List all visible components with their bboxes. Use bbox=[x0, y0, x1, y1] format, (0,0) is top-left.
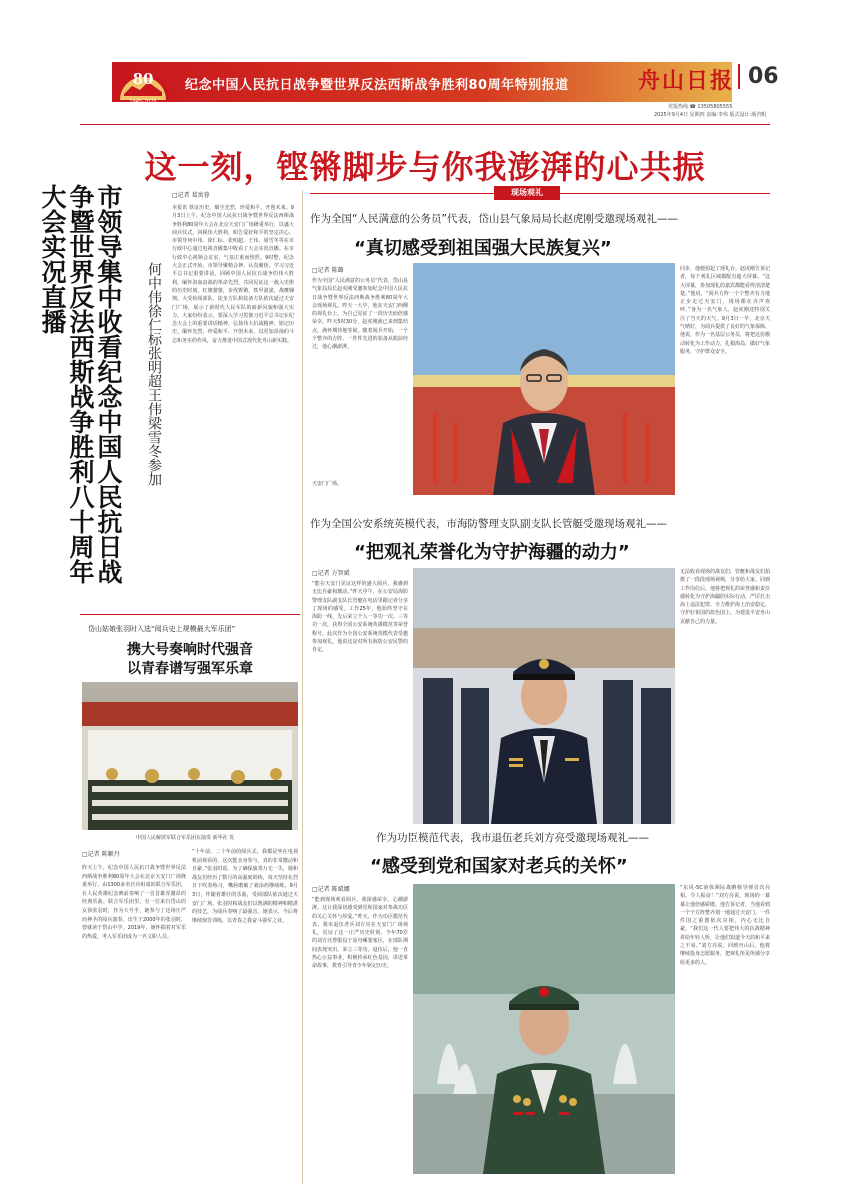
story-2-body-right: 无法收看现场的战友们，管艇和战友们拍摄了一段段现场视频，分享给大家。回到工作岗位后，他将把观礼的荣誉感和责任感转化为守护海疆的实际行动，严厉打击海上违法犯罪，全力维护海上治安稳定，守护好祖国的蓝色国土，为建设平安舟山贡献自己的力量。 bbox=[680, 569, 771, 625]
story-3-title: “感受到党和国家对老兵的关怀” bbox=[370, 856, 628, 877]
story-1-body-end: 天安门广场。 bbox=[312, 481, 343, 487]
lead-story-subtitle: 何中伟徐仁标张明超王伟梁雪冬参加 bbox=[146, 262, 162, 486]
veteran-portrait-photo bbox=[413, 884, 675, 1174]
story-1-reporter: □记者 陈璐 bbox=[312, 267, 344, 274]
story-1-title: “真切感受到祖国强大民族复兴” bbox=[354, 238, 612, 259]
official-portrait-photo bbox=[413, 263, 675, 495]
story-2-body-left: “能在天安门见证这样的盛大阅兵，我感到无比自豪和激动。”昨天中午，在公安局海防警理支队副支队长管艇在电话里跟记者分享了现场的感受。工作25年，他始终坚守在海防一线，先后荣立个人一等功一次、三等功一次，获得全国公安系统英雄模范等荣誉称号。此次作为全国公安系统英模代表受邀参加观礼，他说这是对所有海防公安民警的肯定。 bbox=[312, 581, 408, 654]
header-rule bbox=[80, 124, 770, 125]
story-2-reporter: □记者 方智斌 bbox=[312, 570, 350, 577]
left-divider bbox=[80, 614, 300, 615]
band-story-body-col-1: 昨天上午，纪念中国人民抗日战争暨世界反法西斯战争胜利80周年大会在北京天安门广场隆重举行。由1300多名官兵组成的联合军乐团，在人民英雄纪念碑前奏响了一首首雄浑激昂的经典乐曲。联合军乐团里，有一位来自岱山的女孩张羽时，作为大号手，她参与了这场庄严而神圣的阅兵演奏。出生于2000年的张羽时，曾就读于岱山中学。2019年，她怀揣着对军乐的热爱，考入军乐团成为一名文职人员。 bbox=[82, 865, 186, 940]
police-officer-photo bbox=[413, 568, 675, 824]
newspaper-masthead: 舟山日报 bbox=[638, 68, 735, 94]
story-1-body-right: 同步，他便拍起了现礼台。赵虎刚告诉记者，每个观礼区域都配有超大屏幕。“这大屏幕，参加现礼的嘉宾都能看得清清楚楚。”他说，“阅兵方阵一个个整齐有力地正步走过天安门，现场都在齐声欢呼。”身为一名气象人，赵虎刚还特别关注了当天的天气。9月3日一早，北京天气晴好，为阅兵提供了良好的气象保障。他说，作为一名基层公务员，将把这份激动转化为工作动力，扎根海岛，做好气象服务，守护群众安全。 bbox=[680, 266, 771, 355]
band-story-title-line-2: 以青春谱写强军乐章 bbox=[127, 661, 253, 677]
photo-caption: 中国人民解放军联合军乐团在演奏 新华社 发 bbox=[136, 835, 235, 841]
emblem-years: 1945-2025 bbox=[129, 99, 157, 105]
page-headline: 这一刻，铿锵脚步与你我澎湃的心共振 bbox=[144, 148, 706, 186]
story-1-kicker: 作为全国“人民满意的公务员”代表，岱山县气象局局长赵虎刚受邀现场观礼—— bbox=[310, 213, 678, 225]
story-3-body-right: “东风-5C液体洲际战略核导弹首次亮相，令人振奋！”刘方亮说，现场的一幕幕让他倍感骄傲。他告诉记者，当他看到一个个方阵整齐划一地通过天安门，一件件国之重器依次亮相，内心无比自豪。“我们这一代人要把伟大的抗战精神讲给年轻人听，让他们知道今天的和平来之不易。”刘方亮说，回到舟山后，他将继续投身志愿服务，把观礼所见所感分享给更多的人。 bbox=[680, 885, 771, 966]
dateline: 2025年9月4日 星期四 责编:李伟 版式设计:虞君帆 bbox=[654, 112, 767, 118]
band-story-reporter: □记者 陈颖丹 bbox=[82, 851, 120, 858]
hotline: 党报热线 ☎ 13505805555 bbox=[668, 104, 733, 110]
banner-title: 纪念中国人民抗日战争暨世界反法西斯战争胜利80周年特别报道 bbox=[185, 78, 569, 93]
story-2-title: “把观礼荣誉化为守护海疆的动力” bbox=[354, 542, 630, 563]
story-3-reporter: □记者 陈斌娜 bbox=[312, 886, 350, 893]
section-tag: 现场观礼 bbox=[494, 186, 560, 200]
page-number: 06 bbox=[738, 64, 779, 89]
anniversary-emblem-icon bbox=[112, 56, 174, 104]
band-story-title-line-1: 携大号奏响时代强音 bbox=[127, 642, 253, 658]
story-2-kicker: 作为全国公安系统英模代表，市海防警理支队副支队长管艇受邀现场观礼—— bbox=[310, 518, 667, 530]
column-divider bbox=[302, 190, 303, 1184]
story-3-kicker: 作为功臣模范代表，我市退伍老兵刘方亮受邀现场观礼—— bbox=[376, 832, 649, 844]
story-1-body-left: 作为全国“人民满意的公务员”代表，岱山县气象局局长赵虎刚受邀参加纪念中国人民抗日战争暨世界反法西斯战争胜利80周年大会现场观礼。昨天一大早，他在天安门西侧的观礼台上，为自己见证了一段历史而倍感荣幸。昨天5时30分，赵虎刚就已来到集结点，满怀期待地等候。随着阅兵开始，一个个整齐的方阵、一件件先进的装备从眼前经过，他心潮澎湃。 bbox=[312, 278, 408, 351]
military-band-photo bbox=[82, 682, 298, 830]
band-story-body-col-2: “十年前，二十年前的阅兵式，我都是坐在电视机前观看的，这次能亲身参与，真的非常激动和自豪。”张羽时说。为了确保演奏万无一失，她和战友们经历了数月的高强度训练，每天坚持在烈日下吹奏练习，嘴唇磨破了就涂药继续练。9月3日，伴随着雄壮的乐曲，受阅部队依次通过天安门广场，张羽时和战友们以饱满的精神和精湛的技艺，为阅兵奏响了最强音。她表示，今后将继续刻苦训练，以青春之我奋斗强军之业。 bbox=[192, 849, 298, 924]
lead-story-title: 市领导集中收看纪念中国人民抗日战争暨世界反法西斯战争胜利八十周年大会实况直播 bbox=[38, 184, 123, 584]
lead-story-body: 本报讯 铁证历史，烟尘先烈，珍爱和平，开创未来。9月3日上午，纪念中国人民抗日战争暨世界反法西斯战争胜利80周年大会在北京天安门广场隆重举行，以盛大阅兵仪式，回顾伟大胜利，昭告爱好和平的坚定决心。市领导何中伟、徐仁标、张明超、王伟、梁雪冬等在市行政中心通过电视直播集中收看了大会实况直播。在市行政中心视频会议室，气氛庄重而热烈。9时整，纪念大会正式开始。市领导聚精会神、认真聚焦，学习习近平总书记重要讲话，回顾中国人民抗日战争的伟大胜利，缅怀浴血奋战的革命先烈，共同见证这一载入史册的历史时刻。红旗猎猎，步伐铿锵，铁甲滚滚，战鹰翱翔。大受检阅部队、徒步方队和装备方队依次通过天安门广场，展示了新时代人民军队的崭新风貌和强大实力。大家纷纷表示，要深入学习贯彻习近平总书记在纪念大会上的重要讲话精神，弘扬伟大抗战精神，铭记历史、缅怀先烈、珍爱和平、开创未来，以更加昂扬的斗志和务实的作风，奋力推进中国式现代化舟山新实践。 bbox=[172, 205, 294, 344]
band-story-kicker: 岱山姑娘张羽时入选“阅兵史上规模最大军乐团” bbox=[88, 625, 236, 633]
emblem-number: 80 bbox=[132, 70, 154, 88]
lead-story-reporter: □记者 葛寓蓉 bbox=[172, 192, 210, 199]
story-3-body-left: “能到现场观看阅兵，我深感荣幸，心潮澎湃。这让我深切感受到党和国家对参战功臣的关心关怀与厚爱。”昨天，作为功臣模范代表，我市退伍老兵刘方亮在天安门广场观礼，见证了这一庄严历史时刻。今年70岁的刘方亮曾服役于原舟嵊要塞区，在部队期间表现突出，荣立三等功。退伍后，他一直热心公益事业，积极传承红色基因，讲述革命故事，教育引导青少年铭记历史。 bbox=[312, 897, 408, 970]
